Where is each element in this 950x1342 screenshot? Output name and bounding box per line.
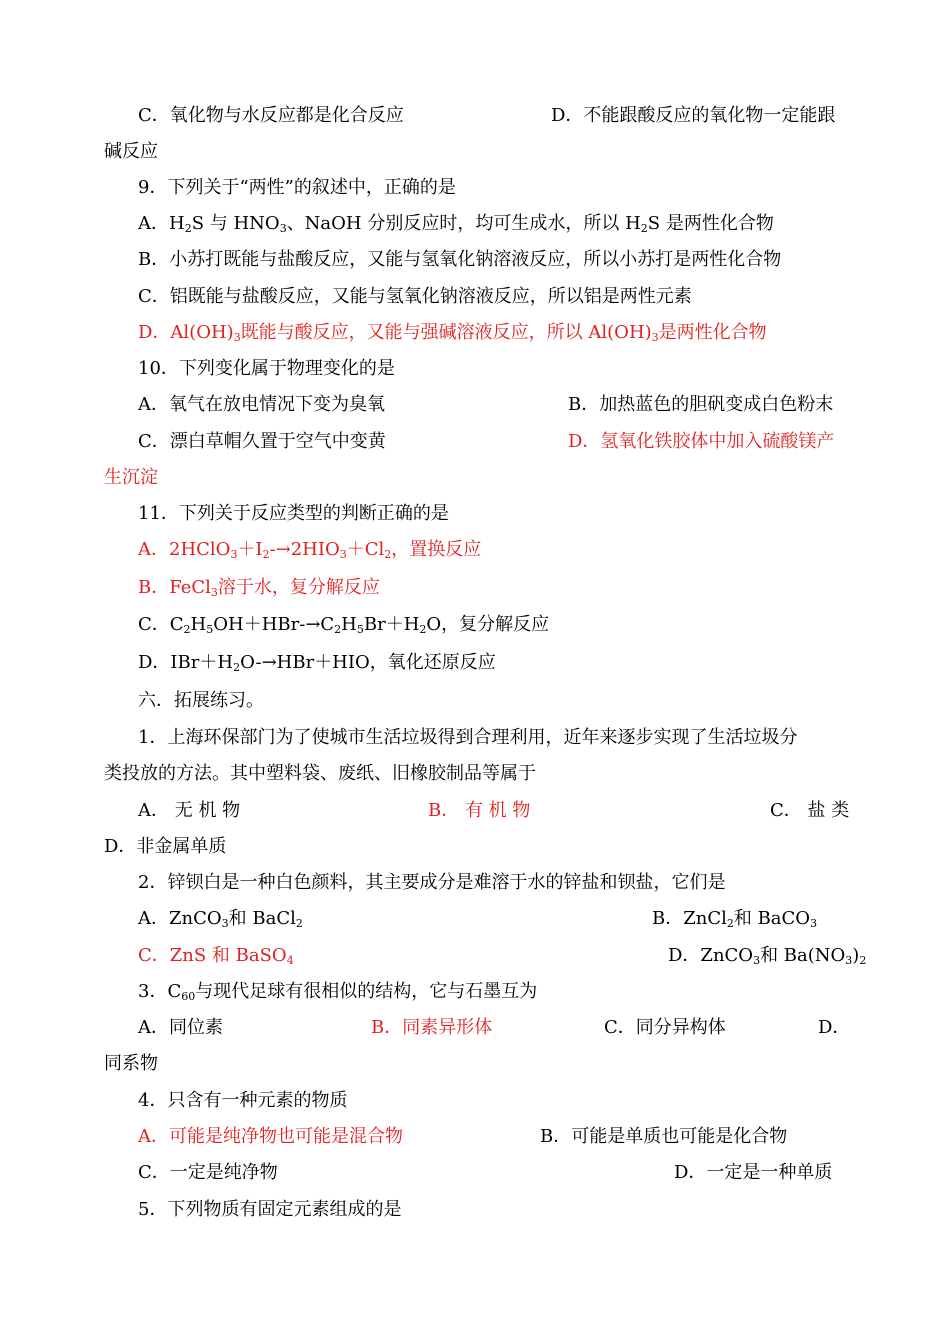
e1-option-b-answer: B． 有 机 物: [428, 800, 531, 821]
q11-option-a-answer: A．$2HClO_3+I_2-\to 2HIO_3+Cl_2$，置换反应: [138, 539, 482, 561]
e3-stem: 3．$C_{60}$与现代足球有很相似的结构，它与石墨互为: [138, 981, 538, 1003]
q10-option-c: C．漂白草帽久置于空气中变黄: [138, 431, 386, 452]
e4-option-a-answer: A．可能是纯净物也可能是混合物: [138, 1126, 403, 1147]
q11-stem: 11．下列关于反应类型的判断正确的是: [138, 503, 449, 524]
q9-stem: 9．下列关于“两性”的叙述中，正确的是: [138, 177, 456, 198]
q11-option-d: D．$IBr+H_2O-\to HBr+HIO$，氧化还原反应: [138, 652, 496, 674]
q11-option-b-answer: B．FeCl$_3$溶于水，复分解反应: [138, 577, 380, 599]
e2-option-a: A．ZnCO$_3$和 BaCl$_2$: [138, 908, 303, 930]
e3-option-c: C．同分异构体: [604, 1017, 726, 1038]
e1-option-a: A． 无 机 物: [138, 800, 241, 821]
q9-option-b: B．小苏打既能与盐酸反应，又能与氢氧化钠溶液反应，所以小苏打是两性化合物: [138, 249, 782, 270]
q9-option-a: A．$H_2S$ 与 $HNO_3$、NaOH 分别反应时，均可生成水，所以 $H_2S$ 是两性化合物: [138, 213, 774, 235]
q10-option-b: B．加热蓝色的胆矾变成白色粉末: [568, 394, 834, 415]
q11-option-c: C．$C_2H_5OH+HBr-\to C_2H_5Br+H_2O$，复分解反应: [138, 614, 550, 636]
q10-stem: 10．下列变化属于物理变化的是: [138, 358, 395, 379]
e1-stem-continued: 类投放的方法。其中塑料袋、废纸、旧橡胶制品等属于: [104, 763, 536, 784]
e4-stem: 4．只含有一种元素的物质: [138, 1090, 348, 1111]
e2-stem: 2．锌钡白是一种白色颜料，其主要成分是难溶于水的锌盐和钡盐，它们是: [138, 872, 726, 893]
e3-option-d: D．: [818, 1017, 851, 1038]
q9-option-d-answer: D．$Al(OH)_3$既能与酸反应，又能与强碱溶液反应，所以 $Al(OH)_3$是两性化合物: [138, 322, 767, 344]
q8-option-d: D．不能跟酸反应的氧化物一定能跟: [551, 105, 836, 126]
e3-option-b-answer: B．同素异形体: [371, 1017, 493, 1038]
e3-option-d-continued: 同系物: [104, 1053, 158, 1074]
e1-option-d: D．非金属单质: [104, 836, 227, 857]
q9-option-c: C．铝既能与盐酸反应，又能与氢氧化钠溶液反应，所以铝是两性元素: [138, 286, 692, 307]
e2-option-b: B．ZnCl$_2$和 BaCO$_3$: [652, 908, 818, 930]
e5-stem: 5．下列物质有固定元素组成的是: [138, 1199, 402, 1220]
e4-option-d: D．一定是一种单质: [674, 1162, 833, 1183]
e2-option-d: D．ZnCO$_3$和 $Ba(NO_3)_2$: [668, 945, 867, 967]
q8-option-d-continued: 碱反应: [104, 141, 158, 162]
q10-option-d-continued: 生沉淀: [104, 467, 158, 488]
e3-option-a: A．同位素: [138, 1017, 223, 1038]
e4-option-c: C．一定是纯净物: [138, 1162, 278, 1183]
section-title: 六．拓展练习。: [138, 690, 264, 711]
e2-option-c-answer: C．ZnS 和 BaSO$_4$: [138, 945, 294, 967]
q10-option-d-answer: D．氢氧化铁胶体中加入硫酸镁产: [568, 431, 835, 452]
e1-stem: 1．上海环保部门为了使城市生活垃圾得到合理利用，近年来逐步实现了生活垃圾分: [138, 727, 798, 748]
q8-option-c: C．氧化物与水反应都是化合反应: [138, 105, 404, 126]
e4-option-b: B．可能是单质也可能是化合物: [540, 1126, 788, 1147]
e1-option-c: C． 盐 类: [770, 800, 850, 821]
q10-option-a: A．氧气在放电情况下变为臭氧: [138, 394, 385, 415]
